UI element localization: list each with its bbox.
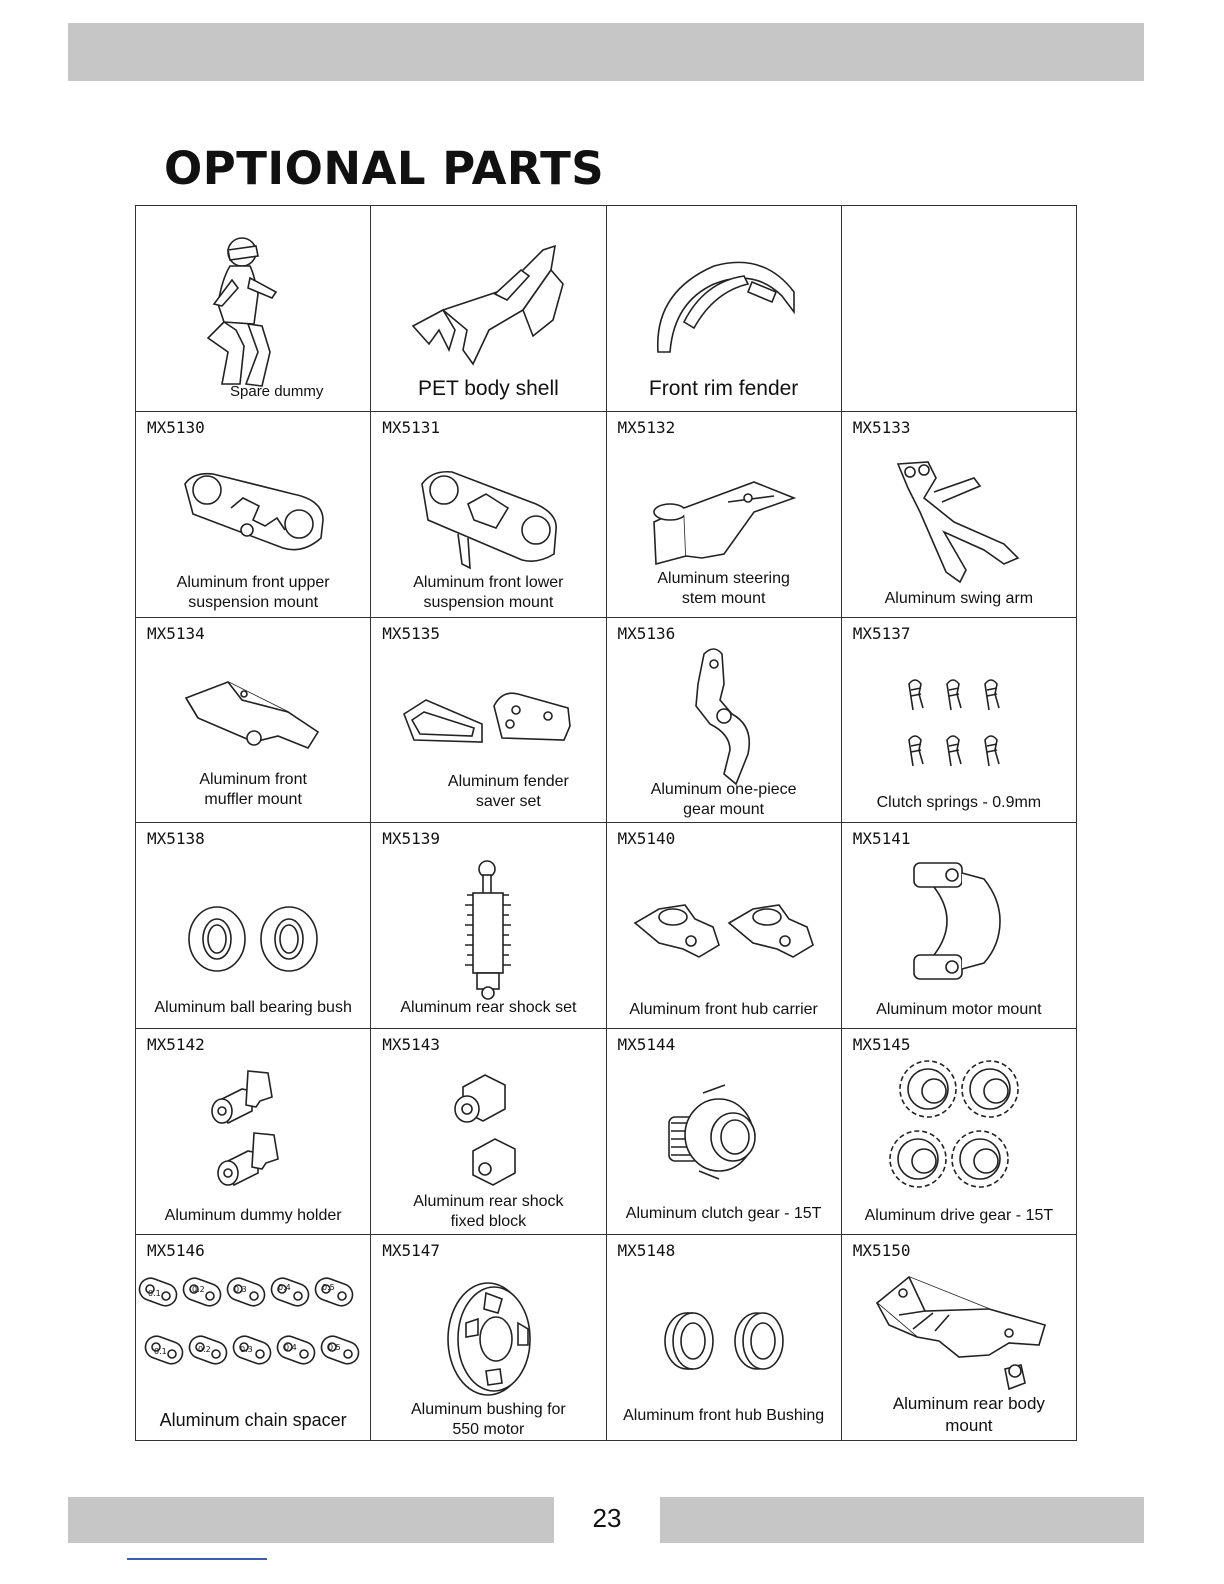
page-title: OPTIONAL PARTS [164,142,605,195]
part-code: MX5138 [147,829,205,849]
part-caption: Spare dummy [230,382,324,400]
part-code: MX5136 [617,623,676,643]
spacer-label: 0.2 [198,1345,211,1355]
spacer-labels [136,1279,370,1389]
gear-mount-icon [674,644,774,794]
bearing-bush-icon [183,899,323,979]
part-caption: Aluminum clutch gear - 15T [625,1205,822,1223]
part-code: MX5130 [147,417,205,437]
header-bar [68,23,1144,81]
rider-dummy-icon [184,234,294,394]
footer-bar-right [660,1497,1144,1543]
fender-saver-icon [398,684,578,764]
hub-carrier-icon [629,897,819,977]
part-cell-mx5136 [607,618,842,824]
part-cell-mx5137 [842,618,1077,824]
part-cell-mx5140 [607,823,842,1029]
spacer-label: 0.2 [192,1285,205,1295]
part-cell-mx5139 [371,823,606,1029]
part-caption: Front rim fender [648,376,799,400]
part-code: MX5146 [147,1241,205,1261]
part-cell-spare-dummy [136,206,371,412]
part-cell-front-fender [607,206,842,412]
footer-bar-left [68,1497,554,1543]
part-caption: Clutch springs - 0.9mm [876,794,1042,812]
part-cell-mx5138 [136,823,371,1029]
part-caption: Aluminum rear shock fixed block [413,1193,564,1231]
part-caption: Aluminum motor mount [876,1001,1042,1019]
part-caption: Aluminum front hub Bushing [623,1406,825,1424]
part-cell-mx5148 [607,1235,842,1441]
swing-arm-icon [884,458,1034,588]
part-caption: Aluminum rear body mount [892,1393,1045,1435]
part-code: MX5143 [382,1035,441,1055]
part-caption: PET body shell [417,376,559,400]
part-cell-mx5147 [371,1235,606,1441]
parts-table [135,205,1077,1441]
hub-bushing-icon [649,1301,799,1381]
part-code: MX5135 [382,623,441,643]
spacer-label: 0.3 [234,1285,247,1295]
part-cell-mx5150 [842,1235,1077,1441]
part-caption: Aluminum front upper suspension mount [176,573,330,611]
dummy-holder-icon [198,1067,308,1197]
spacer-label: 0.1 [154,1347,167,1357]
part-cell-mx5134 [136,618,371,824]
part-caption: Aluminum steering stem mount [657,569,790,607]
part-cell-empty [842,206,1077,412]
motor-bushing-icon [438,1279,538,1399]
muffler-mount-icon [178,672,328,762]
part-cell-mx5142 [136,1029,371,1235]
clutch-gear-icon [659,1079,789,1189]
spacer-label: 0.5 [322,1283,335,1293]
part-cell-mx5133 [842,412,1077,618]
spacer-label: 0.1 [148,1289,161,1299]
spacer-label: 0.4 [284,1343,297,1353]
part-code: MX5133 [852,417,911,437]
part-code: MX5150 [852,1241,911,1261]
part-cell-mx5141 [842,823,1077,1029]
part-caption: Aluminum one-piece gear mount [650,781,797,819]
spacer-label: 0.5 [328,1343,341,1353]
part-code: MX5132 [617,417,676,437]
rear-body-mount-icon [869,1271,1049,1401]
clutch-springs-icon [899,674,1019,784]
shock-icon [453,859,523,999]
body-shell-icon [403,240,573,370]
part-cell-body-shell [371,206,606,412]
part-code: MX5134 [147,623,205,643]
page-number: 23 [592,1503,622,1533]
steering-stem-icon [644,468,804,578]
spacer-label: 0.3 [240,1345,253,1355]
footer-link-line [127,1558,267,1560]
part-caption: Aluminum drive gear - 15T [864,1207,1054,1225]
part-caption: Aluminum front muffler mount [199,771,307,809]
part-caption: Aluminum front lower suspension mount [413,573,564,611]
part-cell-mx5131 [371,412,606,618]
drive-gear-icon [884,1055,1034,1195]
upper-mount-icon [173,468,333,578]
part-code: MX5145 [852,1035,911,1055]
part-code: MX5139 [382,829,441,849]
part-cell-mx5130 [136,412,371,618]
part-code: MX5140 [617,829,676,849]
part-code: MX5131 [382,417,441,437]
part-cell-mx5132 [607,412,842,618]
part-code: MX5137 [852,623,911,643]
part-caption: Aluminum chain spacer [159,1409,347,1430]
part-cell-mx5145 [842,1029,1077,1235]
part-caption: Aluminum swing arm [884,589,1034,607]
part-code: MX5147 [382,1241,441,1261]
lower-mount-icon [408,464,568,584]
part-caption: Aluminum rear shock set [400,999,577,1017]
part-code: MX5142 [147,1035,205,1055]
spacer-label: 0.4 [278,1283,291,1293]
part-cell-mx5143 [371,1029,606,1235]
part-caption: Aluminum fender saver set [447,773,569,811]
part-cell-mx5144 [607,1029,842,1235]
part-cell-mx5146 [136,1235,371,1441]
part-caption: Aluminum dummy holder [164,1207,342,1225]
part-caption: Aluminum front hub carrier [629,1001,818,1019]
part-caption: Aluminum ball bearing bush [154,999,352,1017]
part-code: MX5148 [617,1241,676,1261]
fender-icon [644,252,804,362]
part-caption: Aluminum bushing for 550 motor [411,1400,566,1438]
part-cell-mx5135 [371,618,606,824]
part-code: MX5141 [852,829,911,849]
motor-mount-icon [904,859,1014,989]
shock-block-icon [443,1065,533,1185]
part-code: MX5144 [617,1035,676,1055]
